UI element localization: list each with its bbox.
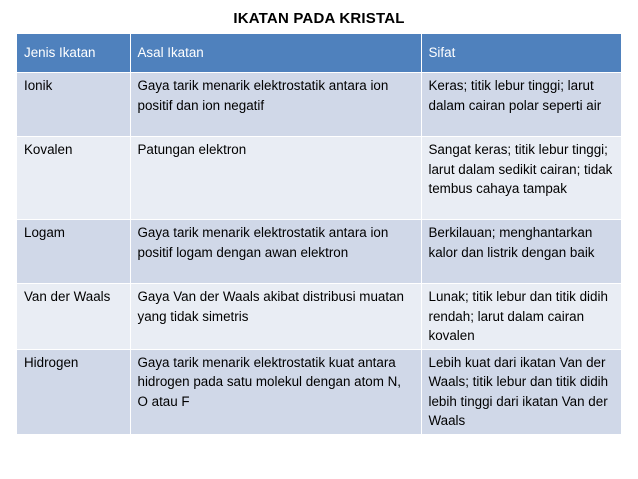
crystal-bonding-table — [17, 34, 621, 434]
cell-jenis: Logam — [17, 220, 130, 284]
cell-asal: Gaya tarik menarik elektrostatik kuat antara hidrogen pada satu molekul dengan atom N, O atau F — [130, 349, 421, 434]
cell-asal: Gaya Van der Waals akibat distribusi muatan yang tidak simetris — [130, 284, 421, 350]
cell-jenis: Van der Waals — [17, 284, 130, 350]
cell-asal: Patungan elektron — [130, 137, 421, 220]
table-row — [17, 73, 621, 137]
table-row — [17, 220, 621, 284]
cell-sifat: Sangat keras; titik lebur tinggi; larut dalam sedikit cairan; tidak tembus cahaya tampak — [421, 137, 621, 220]
table-row — [17, 349, 621, 434]
cell-sifat: Lebih kuat dari ikatan Van der Waals; titik lebur dan titik didih lebih tinggi dari ikatan Van der Waals — [421, 349, 621, 434]
cell-jenis: Ionik — [17, 73, 130, 137]
table-row — [17, 284, 621, 350]
column-header-asal: Asal Ikatan — [130, 34, 421, 73]
cell-sifat: Berkilauan; menghantarkan kalor dan listrik dengan baik — [421, 220, 621, 284]
table-header-row — [17, 34, 621, 73]
page-title: IKATAN PADA KRISTAL — [233, 10, 405, 27]
cell-jenis: Hidrogen — [17, 349, 130, 434]
cell-sifat: Lunak; titik lebur dan titik didih rendah; larut dalam cairan kovalen — [421, 284, 621, 350]
cell-jenis: Kovalen — [17, 137, 130, 220]
cell-asal: Gaya tarik menarik elektrostatik antara ion positif dan ion negatif — [130, 73, 421, 137]
column-header-jenis: Jenis Ikatan — [17, 34, 130, 73]
table-row — [17, 137, 621, 220]
column-header-sifat: Sifat — [421, 34, 621, 73]
cell-asal: Gaya tarik menarik elektrostatik antara ion positif logam dengan awan elektron — [130, 220, 421, 284]
cell-sifat: Keras; titik lebur tinggi; larut dalam cairan polar seperti air — [421, 73, 621, 137]
